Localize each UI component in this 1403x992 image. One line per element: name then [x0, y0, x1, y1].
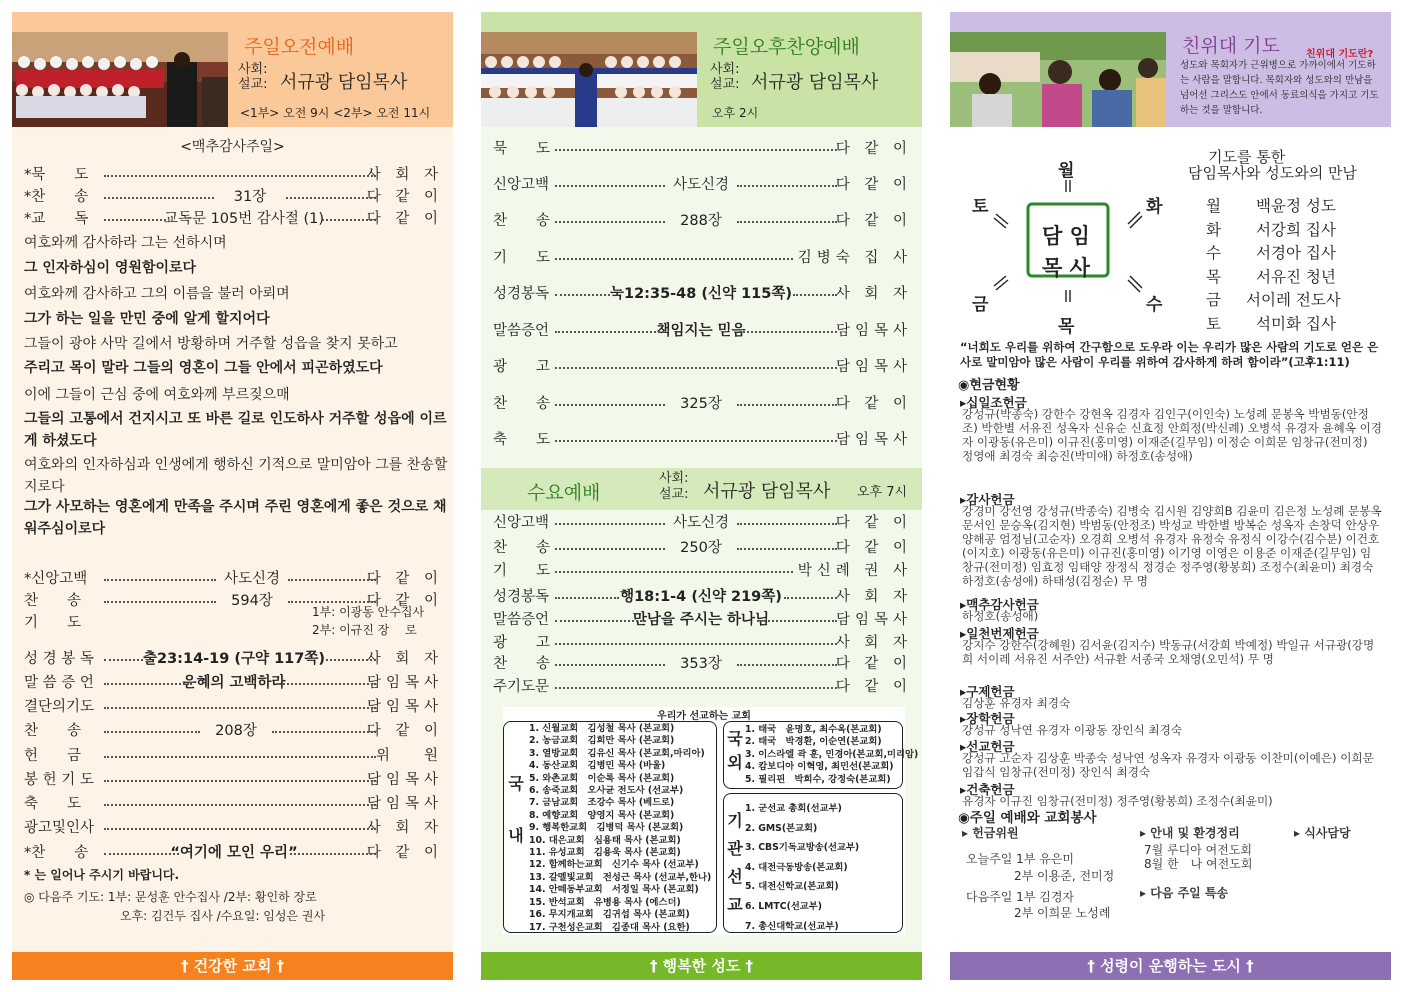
order-label: *찬 송	[24, 189, 89, 205]
order-content: 288장	[680, 213, 722, 229]
mission-item: 3. 열방교회 김유신 목사 (본교회,마리아)	[529, 747, 705, 759]
mission-item: 6. LMTC(선교부)	[745, 900, 823, 912]
offering-group-title: ▸건축헌금	[960, 782, 1015, 797]
dotted-leader	[555, 653, 665, 666]
mission-item: 1. 신월교회 김성철 목사 (본교회)	[529, 723, 675, 734]
order-label: 성 경 봉 독	[24, 651, 94, 667]
order-row	[12, 842, 453, 864]
mission-item: 10. 대은교회 심용태 목사 (본교회)	[529, 834, 681, 846]
order-content: 353장	[680, 656, 722, 672]
offering-group-title: ▸십일조헌금	[960, 395, 1027, 410]
roster-day: 목	[1206, 267, 1221, 286]
dotted-leader	[555, 247, 793, 260]
dotted-leader	[737, 210, 837, 223]
order-row	[481, 653, 922, 675]
order-row	[481, 429, 922, 451]
offering-group-title: ▸감사헌금	[960, 492, 1015, 507]
order-label: 찬 송	[493, 396, 551, 412]
morning-service-column	[12, 12, 453, 980]
svc-offering-committee: ▸ 헌금위원	[962, 826, 1019, 840]
order-leader: 담임목사	[835, 323, 912, 339]
day-mon: 월	[1058, 161, 1075, 181]
order-label: *교 독	[24, 211, 89, 227]
dotted-leader	[272, 720, 376, 733]
dotted-leader	[288, 590, 376, 603]
order-row	[481, 210, 922, 232]
order-row	[481, 356, 922, 378]
order-content: 208장	[215, 723, 257, 739]
order-label: 주기도문	[493, 679, 550, 695]
order-row	[12, 648, 453, 670]
stand-note: * 는 일어나 주시기 바랍니다.	[24, 868, 180, 882]
dotted-leader	[276, 672, 376, 685]
choir-photo	[12, 32, 228, 127]
mission-item: 2. GMS(본교회)	[745, 822, 818, 834]
next-prayer-2: 오후: 김건두 집사 /수요일: 임성은 권사	[120, 909, 326, 923]
order-leader: 다 같 이	[835, 177, 912, 193]
order-label: *묵 도	[24, 167, 89, 183]
mission-item: 16. 무지개교회 김귀섭 목사 (본교회)	[529, 909, 690, 921]
dotted-leader	[555, 138, 837, 151]
dotted-leader	[737, 653, 837, 666]
dotted-leader	[104, 648, 143, 661]
order-row	[12, 745, 453, 767]
mission-item: 12. 함께하는교회 신기수 목사 (선교부)	[529, 859, 699, 871]
order-row	[481, 676, 922, 698]
dotted-leader	[555, 429, 837, 442]
order-label: *찬 송	[24, 845, 89, 861]
dotted-leader	[288, 568, 376, 581]
dotted-leader	[739, 320, 838, 333]
order-row	[12, 696, 453, 718]
order-leader: 담임목사	[366, 675, 443, 691]
roster-day: 화	[1206, 220, 1221, 239]
offering-group-names: 강성규 고순자 김상훈 박종숙 성낙연 성옥자 유경자 이광동 이찬미(이예은) 이희문 임갑식 임창규(전미정) 장인식 최경숙	[962, 751, 1374, 779]
order-row	[481, 174, 922, 196]
afternoon-preacher: 서규광 담임목사	[751, 72, 879, 93]
foreign-list	[745, 724, 918, 786]
dotted-leader	[737, 393, 837, 406]
order-leader: 사 회 자	[835, 635, 912, 651]
next-prayer-1: ◎ 다음주 기도: 1부: 문성훈 안수집사 /2부: 황인하 장로	[24, 890, 317, 904]
order-row	[481, 632, 922, 654]
mission-item: 4. 캄보디아 이혁영, 최민선(본교회)	[745, 761, 894, 773]
footer-spirit-city: † 성령이 운행하는 도시 †	[950, 952, 1391, 980]
order-content: 31장	[233, 189, 267, 205]
prayer-description: 성도와 목회자가 근위병으로 가까이에서 기도하는 사람을 말합니다. 목회자와 성도와의 만남을 넘어선 그리스도 안에서 동료의식을 가지고 기도하는 것을 말합니다.	[1180, 60, 1379, 116]
psalm-line: 그가 하는 일을 만민 중에 알게 할지어다	[24, 311, 270, 327]
svc-a3: 다음주일 1부 김경자	[966, 890, 1075, 904]
morning-title: 주일오전예배	[244, 36, 355, 58]
psalm-line: 그 인자하심이 영원함이로다	[24, 260, 197, 276]
roster-day: 토	[1206, 314, 1221, 333]
order-content: 책임지는 믿음	[656, 323, 746, 339]
order-leader: 다 같 이	[366, 593, 443, 609]
order-row	[481, 138, 922, 160]
dotted-leader	[555, 560, 793, 573]
order-content: 행18:1-4 (신약 219쪽)	[620, 589, 782, 605]
order-label: 성경봉독	[493, 286, 550, 302]
roster-name: 서유진 청년	[1256, 267, 1336, 286]
svc-a2: 2부 이용준, 전미정	[1014, 869, 1115, 883]
order-leader: 사 회 자	[835, 589, 912, 605]
prayer-header	[950, 12, 1391, 127]
order-leader: 다 같 이	[366, 211, 443, 227]
order-label: 찬 송	[24, 723, 82, 739]
order-leader: 사 회 자	[366, 820, 443, 836]
footer-happy-saints: † 행복한 성도 †	[481, 952, 922, 980]
order-leader: 담임목사	[366, 772, 443, 788]
dotted-leader	[555, 609, 646, 622]
dotted-leader	[104, 769, 376, 782]
wednesday-header	[481, 468, 922, 510]
domestic-list	[529, 723, 711, 934]
order-label: 찬 송	[493, 213, 551, 229]
center-box-line1: 담 임	[1042, 224, 1090, 248]
order-leader: 위 원	[375, 748, 443, 764]
offering-group-title: ▸선교헌금	[960, 739, 1015, 754]
dotted-leader	[555, 512, 665, 525]
order-leader: 다 같 이	[835, 679, 912, 695]
mission-item: 1. 태국 윤명호, 최수옥(본교회)	[745, 724, 882, 735]
order-leader: 사 회 자	[366, 651, 443, 667]
dotted-leader	[555, 537, 665, 550]
roster-day: 금	[1206, 291, 1221, 309]
order-label: 광 고	[493, 359, 551, 375]
meeting-line1: 기도를 통한	[1208, 148, 1286, 166]
dotted-leader	[104, 720, 200, 733]
order-leader: 다 같 이	[366, 723, 443, 739]
psalm-line: 그들이 광야 사막 길에서 방황하며 거주할 성읍을 찾지 못하고	[24, 336, 398, 352]
order-content: 만남을 주시는 하나님	[632, 612, 770, 628]
dotted-leader	[555, 393, 665, 406]
order-row	[481, 512, 922, 534]
order-label: 찬 송	[493, 540, 551, 556]
institution-label: 기 관 선 교	[727, 811, 743, 914]
order-row	[12, 186, 453, 208]
dotted-leader	[784, 586, 838, 599]
mission-item: 3. CBS기독교방송(선교부)	[745, 842, 860, 854]
dotted-leader	[104, 186, 214, 199]
mission-item: 17. 구천성은교회 김종대 목사 (요한)	[529, 921, 690, 933]
offering-group-names: 강경미 강선영 강성규(박종숙) 김병숙 김시원 김양희B 김윤미 김은정 노성례 문봉옥 문서인 문승옥(김지현) 박범동(안정조) 박성교 박한별 방복순 성옥자 손창덕 안상우 양해공 엄정님(고순자) 오경희 오병석 유경자 유정숙 유정식 이강수(김수분) 이건호(이지호) 이광동(유은미) 이규진(홍미영) 이기영 이영은 이용준 이재준(길무임) 임창규(전미정) 임효정 임태양 장정식 정경순 정주영(황봉희) 조정수(최윤미) 최경숙 하정호(송성애) 하태성(김정순) 무 명	[962, 504, 1382, 588]
center-box-line2: 목 사	[1042, 256, 1090, 280]
offering-group-names: 강지수 강한수(강혜원) 김서윤(김지수) 박동규(서강희 박예정) 박일규 서규광(강명희 서이레 서유진 서주안) 서규환 서종국 오채영(오민석) 무 명	[962, 638, 1375, 666]
psalm-line: 그들의 고통에서 건지시고 또 바른 길로 인도하사 거주할 성읍에 이르게 하셨도다	[24, 411, 447, 449]
dotted-leader	[104, 208, 166, 221]
mission-item: 4. 동산교회 김병민 목사 (바울)	[529, 760, 666, 772]
order-label: 기 도	[493, 563, 551, 579]
order-leader: 사 회 자	[835, 286, 912, 302]
dotted-leader	[555, 676, 837, 689]
roster-day: 수	[1206, 244, 1221, 262]
roster-name: 서경아 집사	[1256, 244, 1336, 262]
dotted-leader	[555, 283, 610, 296]
footer-healthy-church: † 건강한 교회 †	[12, 952, 453, 980]
order-content: 출23:14-19 (구약 117쪽)	[143, 651, 325, 667]
order-row	[12, 590, 453, 612]
order-row	[12, 208, 453, 230]
order-leader: 다 같 이	[835, 213, 912, 229]
psalm-line: 그가 사모하는 영혼에게 만족을 주시며 주린 영혼에게 좋은 것으로 채워주심이로다	[24, 499, 447, 537]
mission-item: 13. 갈멜빛교회 전성근 목사 (선교부,한나)	[529, 871, 712, 883]
order-label: 묵 도	[493, 141, 551, 157]
foreign-label: 국 외	[727, 729, 743, 772]
day-thu: 목	[1058, 317, 1075, 337]
roster-name: 석미화 집사	[1256, 314, 1336, 333]
order-row	[12, 793, 453, 815]
svc-special-song: ▸ 다음 주일 특송	[1140, 886, 1229, 900]
mission-item: 6. 송죽교회 오사균 전도사 (선교부)	[529, 785, 684, 797]
offering-group-names: 강성규(박종숙) 강한수 강현옥 김경자 김인구(이인숙) 노성례 문봉옥 박범동(안정조) 박한별 서유진 성옥자 신유순 신효정 안희정(박신례) 오병석 유경자 윤혜옥 이경자 이광동(유은미) 이규진(홍미영) 이재준(길무임) 이정순 이희문 임창규(전미정) 정영애 최경숙 최승진(박미애) 하정호(송성애)	[962, 407, 1383, 463]
order-content: 594장	[231, 593, 273, 609]
mission-item: 2. 농금교회 김희만 목사 (본교회)	[529, 735, 675, 747]
order-content: “여기에 모인 우리”	[170, 845, 298, 861]
psalm-line: 여호와께 감사하라 그는 선하시며	[24, 235, 227, 251]
prayer-guard-column	[950, 12, 1391, 980]
morning-header	[12, 12, 453, 127]
order-row	[481, 320, 922, 342]
psalm-line: 여호와의 인자하심과 인생에게 행하신 기적으로 말미암아 그를 찬송할지로다	[24, 457, 448, 495]
order-label: 말씀증언	[493, 612, 550, 628]
order-label: 기 도	[493, 250, 551, 266]
afternoon-service-column	[481, 12, 922, 980]
order-row	[481, 283, 922, 305]
dotted-leader	[555, 586, 619, 599]
dotted-leader	[104, 745, 376, 758]
day-sat: 토	[972, 197, 989, 217]
dotted-leader	[104, 672, 192, 685]
dotted-leader	[555, 174, 665, 187]
afternoon-title: 주일오후찬양예배	[713, 36, 860, 58]
dotted-leader	[555, 210, 665, 223]
dotted-leader	[555, 632, 837, 645]
svc-meal: ▸ 식사담당	[1294, 826, 1351, 840]
afternoon-header	[481, 12, 922, 127]
order-row	[12, 568, 453, 590]
prayer-1: 1부: 이광동 안수집사	[312, 605, 425, 619]
day-fri: 금	[972, 295, 989, 315]
order-label: 성경봉독	[493, 589, 550, 605]
order-leader: 담임목사	[835, 359, 912, 375]
dotted-leader	[104, 842, 179, 855]
wednesday-time: 오후 7시	[857, 485, 908, 500]
mission-item: 5. 필리핀 박희수, 강정숙(본교회)	[745, 773, 891, 785]
psalm-line: 주리고 목이 말라 그들의 영혼이 그들 안에서 피곤하였도다	[24, 360, 383, 376]
order-label: 봉 헌 기 도	[24, 772, 94, 788]
morning-times: <1부> 오전 9시 <2부> 오전 11시	[240, 106, 431, 120]
offering-title: ◉현금현황	[958, 378, 1020, 393]
dotted-leader	[104, 817, 376, 830]
morning-preacher: 서규광 담임목사	[280, 72, 408, 93]
dotted-leader	[737, 537, 837, 550]
order-label: 결단의기도	[24, 699, 95, 715]
order-label: 찬 송	[493, 656, 551, 672]
dotted-leader	[555, 320, 664, 333]
offering-group-title: ▸장학헌금	[960, 711, 1015, 726]
order-row	[481, 393, 922, 415]
mission-item: 2. 태국 박경환, 이순연(본교회)	[745, 736, 882, 748]
order-leader: 담임목사	[366, 699, 443, 715]
order-leader: 다 같 이	[835, 540, 912, 556]
order-label: 축 도	[493, 432, 551, 448]
dotted-leader	[737, 512, 837, 525]
order-content: 사도신경	[672, 515, 730, 531]
mission-box	[503, 707, 919, 935]
order-leader: 사 회 자	[366, 167, 443, 183]
morning-leader-label: 사회: 설교:	[238, 62, 268, 92]
dotted-leader	[326, 648, 377, 661]
order-row	[12, 164, 453, 186]
order-row	[481, 586, 922, 608]
order-content: 사도신경	[672, 177, 730, 193]
mission-item: 8. 예향교회 양영지 목사 (본교회)	[529, 809, 675, 821]
order-content: 은혜의 고백하라	[182, 675, 286, 691]
order-label: *신앙고백	[24, 571, 88, 587]
offering-group-title: ▸일천번제헌금	[960, 626, 1039, 641]
mission-item: 15. 반석교회 유병용 목사 (에스더)	[529, 896, 681, 908]
svc-a4: 2부 이희문 노성례	[1014, 906, 1111, 920]
order-label: 찬 송	[24, 593, 82, 609]
day-wed: 수	[1146, 295, 1163, 315]
svc-a1: 오늘주일 1부 유은미	[966, 852, 1075, 866]
afternoon-leader-label: 사회: 설교:	[710, 62, 740, 92]
domestic-label: 국 내	[508, 774, 524, 845]
morning-theme: <맥추감사주일>	[180, 139, 285, 155]
order-leader: 담임목사	[366, 796, 443, 812]
svc-b2: 8월 한 나 여전도회	[1144, 857, 1253, 871]
wednesday-title: 수요예배	[527, 482, 601, 504]
dotted-leader	[104, 696, 376, 709]
dotted-leader	[757, 609, 838, 622]
order-label: 축 도	[24, 796, 82, 812]
dotted-leader	[290, 842, 377, 855]
mission-item: 7. 금남교회 조강수 목사 (베드로)	[529, 797, 675, 809]
scripture-verse: “너희도 우리를 위하여 간구함으로 도우라 이는 우리가 많은 사람의 기도로 얻은 은사로 말미암아 많은 사람이 우리를 위하여 감사하게 하려 함이라”(고후1:11)	[960, 340, 1379, 369]
order-row	[12, 817, 453, 839]
order-leader: 다 같 이	[366, 571, 443, 587]
order-label: 기 도	[24, 615, 82, 631]
order-label: 말 씀 증 언	[24, 675, 94, 691]
dotted-leader	[286, 186, 376, 199]
order-leader: 김병숙 집 사	[797, 250, 912, 266]
institution-list	[745, 799, 859, 936]
order-leader: 담임목사	[835, 612, 912, 628]
choir-photo-2	[481, 32, 697, 127]
order-leader: 담임목사	[835, 432, 912, 448]
service-title: ◉주일 예배와 교회봉사	[958, 810, 1097, 826]
order-leader: 다 같 이	[835, 396, 912, 412]
order-row	[12, 672, 453, 694]
order-content: 250장	[680, 540, 722, 556]
order-row	[12, 769, 453, 791]
order-leader: 박신례 권 사	[797, 563, 912, 579]
mission-item: 1. 군선교 총회(선교부)	[745, 803, 842, 814]
order-leader: 다 같 이	[835, 656, 912, 672]
mission-item: 5. 대전신학교(본교회)	[745, 881, 839, 893]
order-leader: 다 같 이	[835, 141, 912, 157]
wednesday-preacher: 서규광 담임목사	[703, 481, 831, 502]
mission-item: 11. 유성교회 김용욱 목사 (본교회)	[529, 847, 681, 859]
mission-item: 14. 안떼동부교회 서정일 목사 (본교회)	[529, 884, 699, 896]
order-leader: 다 같 이	[835, 515, 912, 531]
order-label: 광고및인사	[24, 820, 95, 836]
wednesday-leader-label: 사회: 설교:	[659, 471, 689, 502]
offering-group-names: 김상훈 유경자 최경숙	[962, 696, 1071, 710]
svc-guide: ▸ 안내 및 환경정리	[1140, 826, 1240, 840]
dotted-leader	[322, 208, 376, 221]
dotted-leader	[104, 793, 376, 806]
roster-name: 백윤정 성도	[1256, 197, 1336, 215]
order-row	[481, 560, 922, 582]
order-label: 헌 금	[24, 748, 82, 764]
mission-item: 9. 행복한교회 김병덕 목사 (본교회)	[529, 822, 684, 834]
order-label: 광 고	[493, 635, 551, 651]
meeting-line2: 담임목사와 성도와의 만남	[1188, 164, 1357, 182]
order-row	[481, 247, 922, 269]
prayer-2: 2부: 이규진 장 로	[312, 623, 417, 637]
day-tue: 화	[1146, 197, 1163, 217]
mission-item: 5. 와촌교회 이순록 목사 (본교회)	[529, 772, 675, 784]
prayer-title: 친위대 기도	[1182, 35, 1280, 57]
order-content: 325장	[680, 396, 722, 412]
dotted-leader	[104, 590, 216, 603]
offering-group-title: ▸구제헌금	[960, 684, 1015, 699]
roster-name: 서강희 집사	[1256, 220, 1336, 239]
dotted-leader	[555, 356, 837, 369]
dotted-leader	[104, 568, 216, 581]
order-leader: 다 같 이	[366, 845, 443, 861]
dotted-leader	[737, 174, 837, 187]
mission-item: 4. 대전극동방송(본교회)	[745, 861, 848, 873]
order-row	[12, 720, 453, 742]
order-label: 신앙고백	[493, 515, 550, 531]
dotted-leader	[104, 164, 376, 177]
order-row	[481, 609, 922, 631]
order-leader: 다 같 이	[366, 189, 443, 205]
offering-group-names: 하정호(송성애)	[962, 609, 1039, 623]
order-label: 말씀증언	[493, 323, 550, 339]
afternoon-time: 오후 2시	[712, 106, 759, 120]
mission-item: 7. 총신대학교(선교부)	[745, 920, 839, 932]
order-content: 눅12:35-48 (신약 115쪽)	[610, 286, 792, 302]
offering-group-title: ▸맥추감사헌금	[960, 597, 1039, 612]
prayer-photo	[950, 32, 1166, 127]
order-row	[481, 537, 922, 559]
order-content: 사도신경	[223, 571, 281, 587]
offering-group-names: 유경자 이규진 임창규(전미정) 정주영(황봉희) 조정수(최윤미)	[962, 794, 1273, 808]
psalm-line: 여호와께 감사하고 그의 이름을 불러 아뢰며	[24, 286, 290, 302]
roster-name: 서이레 전도사	[1246, 291, 1341, 309]
order-content: 교독문 105번 감사절 (1)	[163, 211, 325, 227]
prayer-question: 친위대 기도란?	[1306, 49, 1374, 60]
order-row	[12, 612, 453, 634]
offering-group-names: 강성규 성낙연 유경자 이광동 장인식 최경숙	[962, 723, 1183, 737]
dotted-leader	[793, 283, 838, 296]
order-label: 신앙고백	[493, 177, 550, 193]
prayer-diagram	[950, 140, 1390, 340]
mission-title: 우리가 선교하는 교회	[657, 711, 751, 722]
psalm-line: 이에 그들이 근심 중에 여호와께 부르짖으매	[24, 387, 290, 403]
roster-day: 월	[1206, 197, 1221, 215]
mission-item: 3. 이스라엘 곽 훈, 민경아(본교회,미리암)	[745, 748, 919, 760]
svc-b1: 7월 루디아 여전도회	[1144, 843, 1253, 857]
